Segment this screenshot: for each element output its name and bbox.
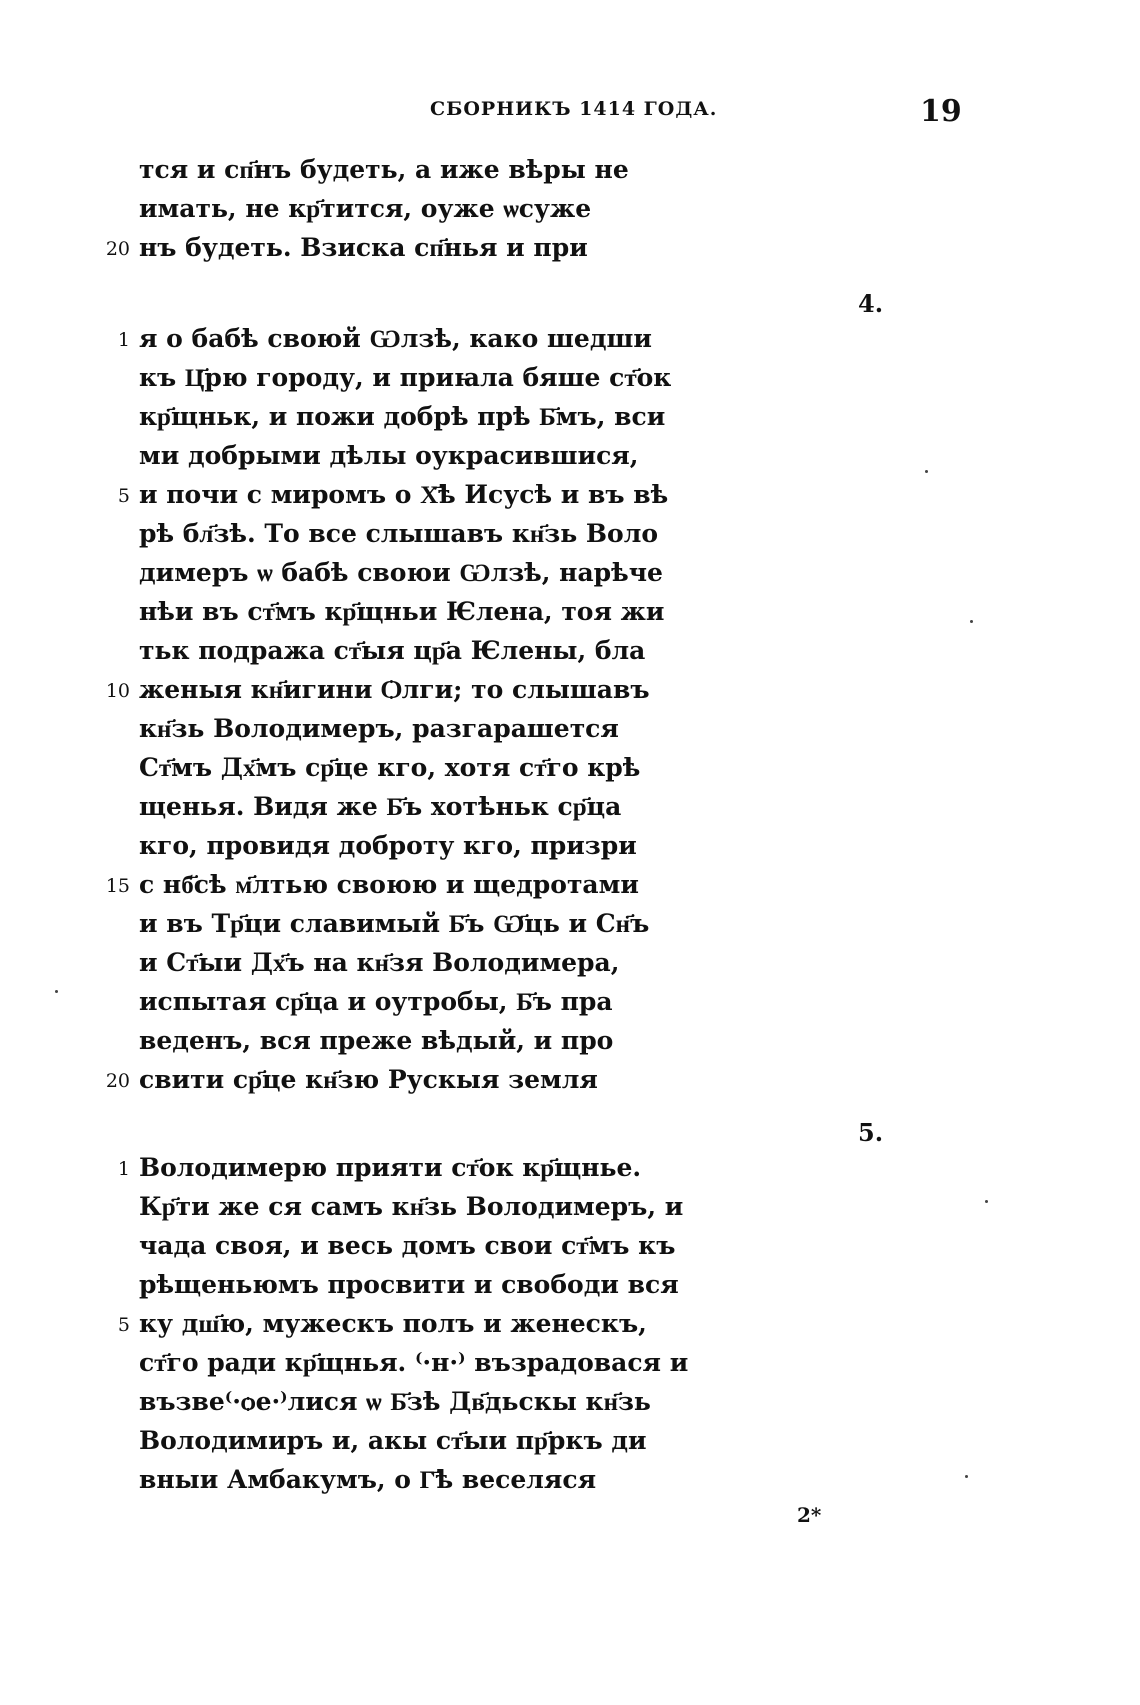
line-number	[94, 397, 130, 437]
line-number: 20	[105, 1070, 130, 1092]
line-number	[94, 592, 130, 632]
text-line: чада своя, и весь домъ свои ст҃мъ къ	[139, 1231, 676, 1260]
line-number	[94, 1021, 130, 1061]
text-line: Кр҃ти же ся самъ кн҃зь Володимеръ, и	[139, 1192, 684, 1221]
line-number	[94, 553, 130, 593]
line-number	[94, 358, 130, 398]
section-marker: 4.	[858, 289, 884, 318]
line-number	[94, 943, 130, 983]
text-line: тся и сп҃нъ будеть, а иже вѣры не	[139, 155, 629, 184]
text-line: и въ Тр҃ци славимый Б҃ъ Ѡ҃ць и Сн҃ъ	[139, 909, 650, 938]
line-number: 1	[117, 329, 130, 351]
page-number: 19	[920, 94, 962, 129]
text-line: вныи Амбакумъ, о Г҃ѣ веселяся	[139, 1465, 597, 1494]
line-number	[94, 1265, 130, 1305]
scan-speck	[985, 1200, 988, 1203]
section-marker: 5.	[858, 1118, 884, 1147]
text-line: имать, не кр҃тится, оуже ѡсуже	[139, 194, 592, 223]
text-line: кр҃щньк, и пожи добрѣ прѣ Б҃мъ, вси	[139, 402, 666, 431]
line-number	[94, 1421, 130, 1461]
text-line: Володимиръ и, акы ст҃ыи пр҃ркъ ди	[139, 1426, 647, 1455]
text-line: димеръ ѡ бабѣ своюи Ѡлзѣ, нарѣче	[139, 558, 663, 587]
line-number	[94, 1226, 130, 1266]
text-line: Володимерю прияти ст҃ок кр҃щнье.	[139, 1153, 642, 1182]
line-number	[94, 904, 130, 944]
line-number: 10	[105, 680, 130, 702]
text-line: веденъ, вся преже вѣдый, и про	[139, 1026, 614, 1055]
text-line: Ст҃мъ Дх҃мъ ср҃це кго, хотя ст҃го крѣ	[139, 753, 641, 782]
scan-speck	[970, 620, 973, 623]
line-number	[94, 150, 130, 190]
line-number	[94, 982, 130, 1022]
line-number	[94, 787, 130, 827]
text-line: женыя кн҃игини Ѻлги; то слышавъ	[139, 675, 650, 704]
text-line: ми добрыми дѣлы оукрасившися,	[139, 441, 639, 470]
text-line: кн҃зь Володимеръ, разгарашется	[139, 714, 619, 743]
line-number: 5	[117, 1314, 130, 1336]
running-head: СБОРНИКЪ 1414 ГОДА.	[430, 98, 718, 120]
text-line: възве⁽·ѻе·⁾лися ѡ Б҃зѣ Дв҃дьскы кн҃зь	[139, 1387, 651, 1416]
line-number	[94, 514, 130, 554]
text-line: рѣ бл҃зѣ. То все слышавъ кн҃зь Воло	[139, 519, 659, 548]
text-line: ст҃го ради кр҃щнья. ⁽·н·⁾ възрадовася и	[139, 1348, 689, 1377]
line-number	[94, 1460, 130, 1500]
line-number: 15	[105, 875, 130, 897]
line-number	[94, 631, 130, 671]
line-number	[94, 1343, 130, 1383]
line-number	[94, 436, 130, 476]
text-line: тьк подража ст҃ыя цр҃а Ѥлены, бла	[139, 636, 646, 665]
text-line: свити ср҃це кн҃зю Рускыя земля	[139, 1065, 598, 1094]
scan-speck	[925, 470, 928, 473]
text-line: испытая ср҃ца и оутробы, Б҃ъ пра	[139, 987, 613, 1016]
line-number	[94, 826, 130, 866]
text-line: ку дш҃ю, мужескъ полъ и женескъ,	[139, 1309, 647, 1338]
text-line: я о бабѣ своюй Ѡлзѣ, како шедши	[139, 324, 652, 353]
line-number	[94, 1187, 130, 1227]
printers-signature-mark: 2*	[797, 1503, 822, 1527]
text-line: рѣщеньюмъ просвити и свободи вся	[139, 1270, 679, 1299]
line-number: 5	[117, 485, 130, 507]
line-number: 20	[105, 238, 130, 260]
text-line: и почи с миромъ о Х҃ѣ Исусѣ и въ вѣ	[139, 480, 669, 509]
line-number	[94, 709, 130, 749]
scan-speck	[55, 990, 58, 993]
text-line: къ Ц҃рю городу, и приꙗла бяше ст҃ок	[139, 363, 672, 392]
text-line: кго, провидя доброту кго, призри	[139, 831, 637, 860]
line-number: 1	[117, 1158, 130, 1180]
text-line: и Ст҃ыи Дх҃ъ на кн҃зя Володимера,	[139, 948, 620, 977]
line-number	[94, 189, 130, 229]
line-number	[94, 1382, 130, 1422]
scan-speck	[965, 1475, 968, 1478]
text-line: нъ будеть. Взиска сп҃нья и при	[139, 233, 588, 262]
text-line: щенья. Видя же Б҃ъ хотѣньк ср҃ца	[139, 792, 622, 821]
text-line: нѣи въ ст҃мъ кр҃щньи Ѥлена, тоя жи	[139, 597, 665, 626]
line-number	[94, 748, 130, 788]
text-line: с нб҃сѣ м҃лтью своюю и щедротами	[139, 870, 639, 899]
